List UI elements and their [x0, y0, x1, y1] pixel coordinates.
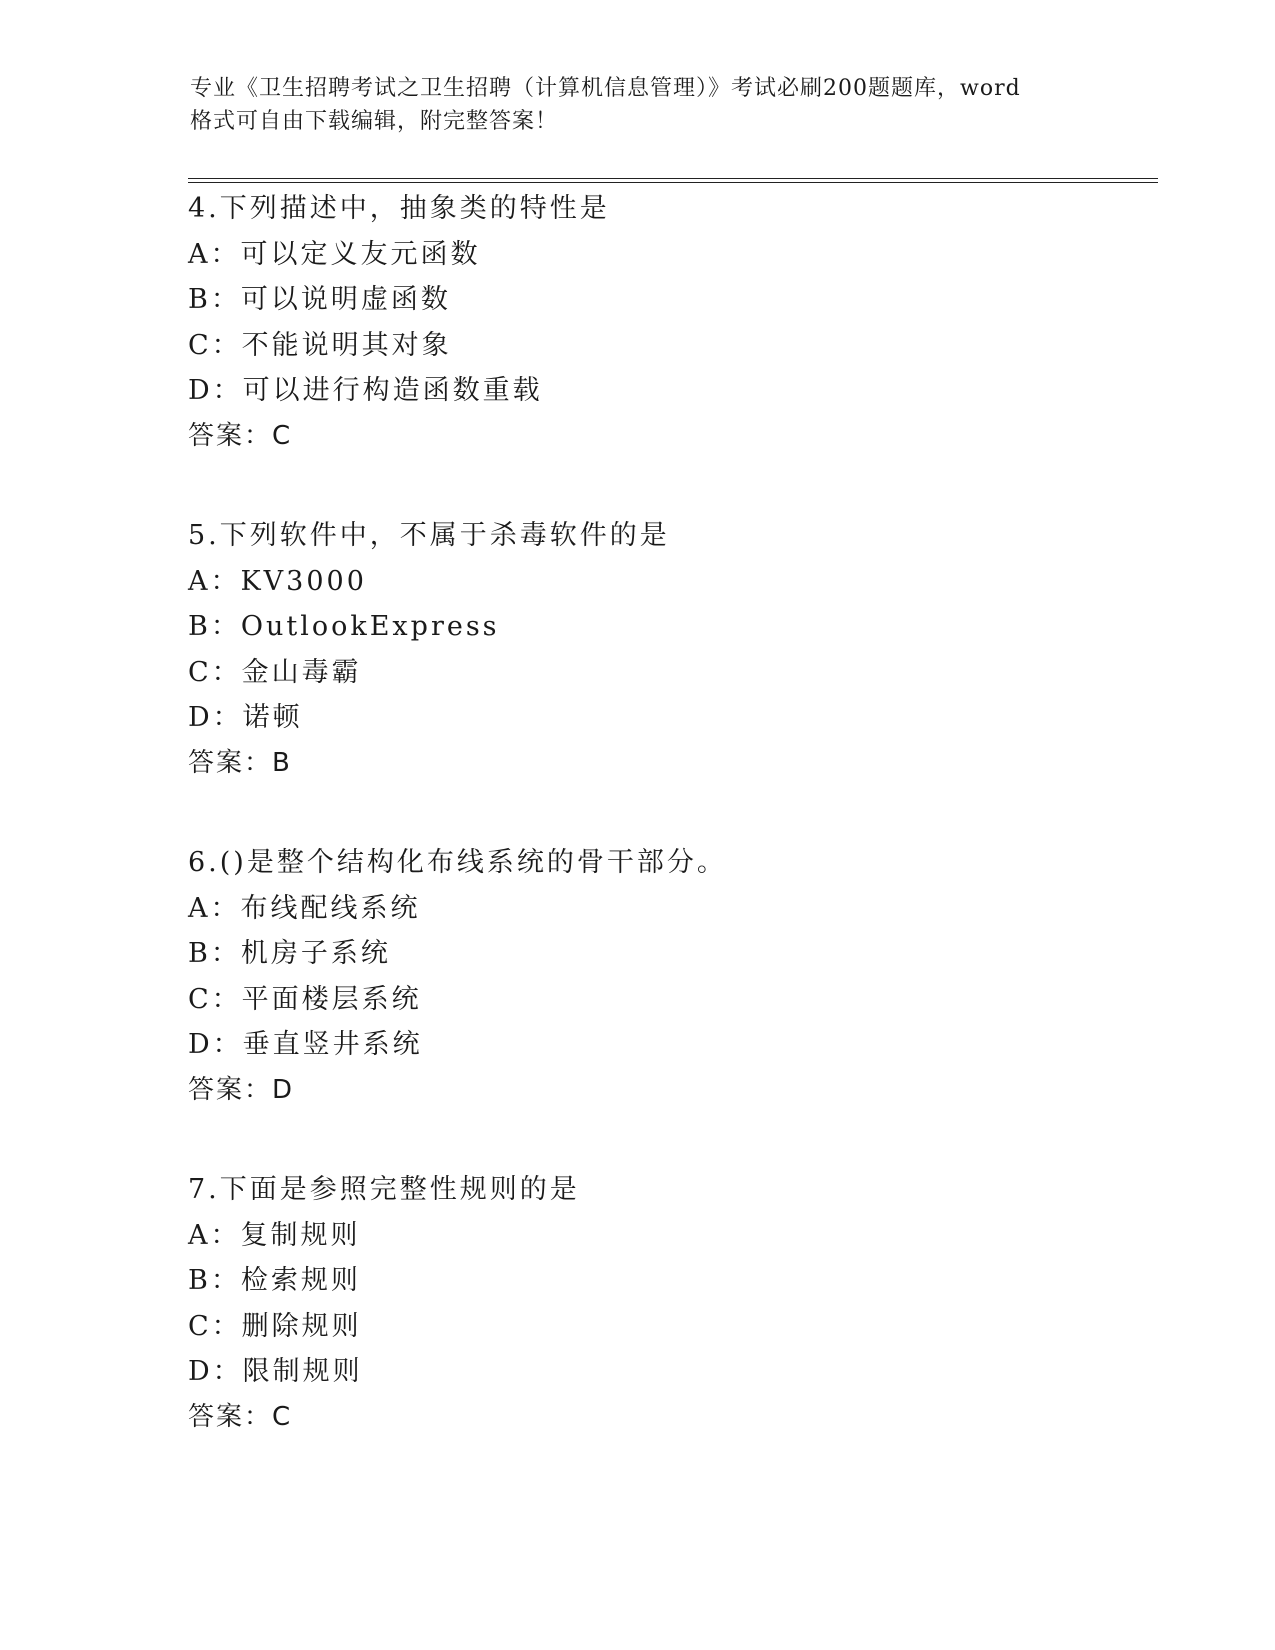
option-a: A：复制规则 [188, 1219, 361, 1251]
option-a: A：可以定义友元函数 [188, 238, 481, 270]
question-stem: 5.下列软件中，不属于杀毒软件的是 [188, 520, 670, 551]
option-c: C：平面楼层系统 [188, 983, 422, 1015]
option-d: D：可以进行构造函数重载 [188, 375, 543, 406]
question-stem: 4.下列描述中，抽象类的特性是 [188, 193, 610, 224]
answer-line: 答案：C [188, 420, 293, 451]
option-a: A：布线配线系统 [188, 892, 421, 924]
option-b: B：检索规则 [188, 1265, 361, 1296]
option-a: A：KV3000 [188, 565, 367, 597]
question-stem: 6.()是整个结构化布线系统的骨干部分。 [188, 847, 727, 878]
option-b: B：机房子系统 [188, 938, 391, 969]
question-stem: 7.下面是参照完整性规则的是 [188, 1174, 580, 1205]
option-c: C：金山毒霸 [188, 656, 362, 688]
header-line-1: 专业《卫生招聘考试之卫生招聘（计算机信息管理）》考试必刷200题题库，word [190, 76, 1021, 101]
document-header [190, 72, 1090, 138]
option-d: D：垂直竖井系统 [188, 1029, 423, 1060]
header-line-2: 格式可自由下载编辑，附完整答案！ [190, 109, 559, 134]
answer-line: 答案：B [188, 747, 292, 778]
header-divider [188, 178, 1158, 183]
option-c: C：删除规则 [188, 1310, 362, 1342]
question-7 [188, 1167, 1148, 1440]
option-d: D：诺顿 [188, 702, 303, 733]
option-b: B：可以说明虚函数 [188, 284, 451, 315]
option-d: D：限制规则 [188, 1356, 363, 1387]
question-5 [188, 513, 1148, 786]
question-list [188, 186, 1148, 1494]
option-b: B：OutlookExpress [188, 611, 500, 642]
question-6 [188, 840, 1148, 1113]
option-c: C：不能说明其对象 [188, 329, 452, 361]
answer-line: 答案：D [188, 1074, 295, 1105]
question-4 [188, 186, 1148, 459]
answer-line: 答案：C [188, 1401, 293, 1432]
